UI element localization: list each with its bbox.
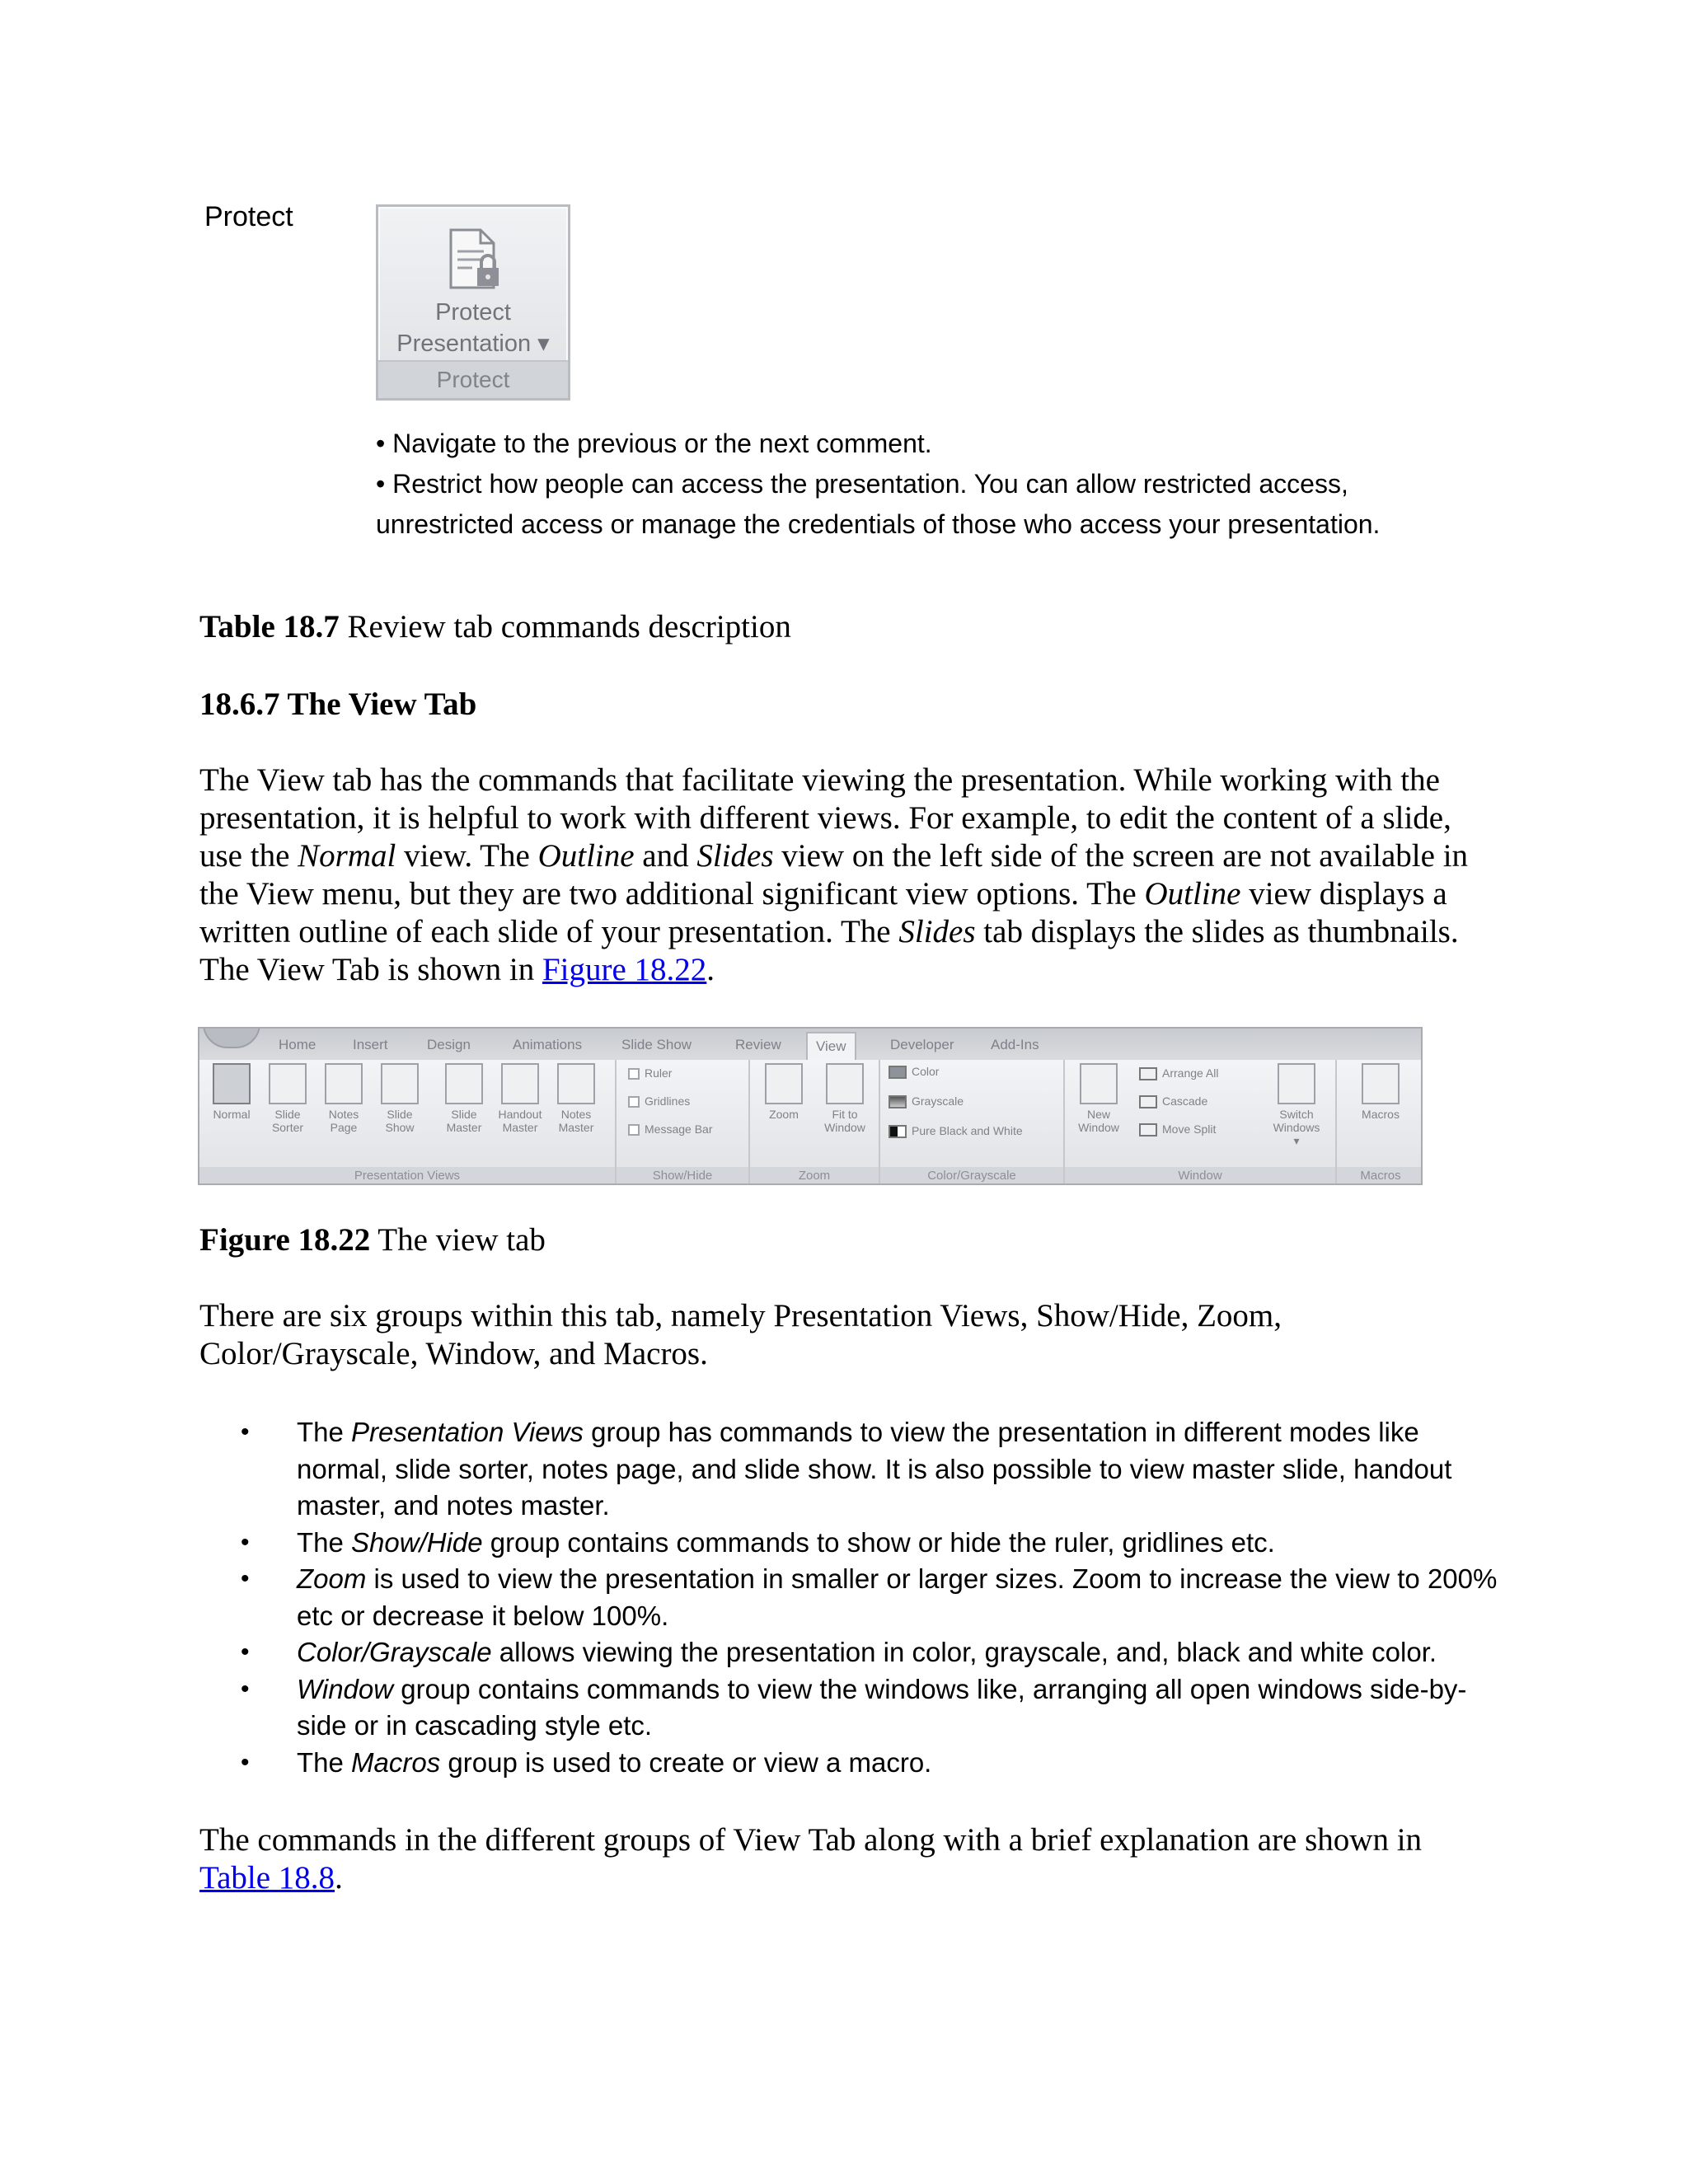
slide-sorter-icon xyxy=(269,1063,307,1104)
para-text: view displays a written outline of each slide of your presentation. The xyxy=(199,876,1447,949)
color-swatch-icon xyxy=(889,1066,907,1079)
fit-to-window-icon xyxy=(826,1063,864,1104)
table-link[interactable]: Table 18.8 xyxy=(199,1860,335,1896)
handout-master-icon xyxy=(501,1063,539,1104)
list-item: • The Presentation Views group has commands to view the presentation in different modes like normal, slide sorter, notes page, and slide show. It is also possible to view master slide, handout master, and notes master. xyxy=(199,1414,1502,1525)
message-bar-checkbox: Message Bar xyxy=(628,1122,712,1136)
para-emphasis: Slides xyxy=(696,838,774,874)
closing-paragraph: The commands in the different groups of View Tab along with a brief explanation are shown in Table 18.8. xyxy=(199,1822,1423,1896)
view-tab-ribbon-figure xyxy=(198,1027,1423,1185)
magnifier-icon xyxy=(765,1063,803,1104)
figure-caption xyxy=(199,1221,546,1259)
group-name: Presentation Views xyxy=(351,1417,584,1447)
checkbox-icon xyxy=(628,1124,640,1136)
group-label: Presentation Views xyxy=(199,1167,615,1185)
group-name: Zoom xyxy=(297,1563,367,1594)
para-emphasis: Outline xyxy=(1144,876,1241,912)
group-name: Show/Hide xyxy=(351,1526,483,1558)
group-name: Color/Grayscale xyxy=(297,1637,492,1667)
slide-master-icon xyxy=(445,1063,483,1104)
slide-master-button: Slide Master xyxy=(438,1063,490,1134)
group-name: Macros xyxy=(351,1746,441,1778)
pure-black-white-option: Pure Black and White xyxy=(889,1124,1023,1138)
arrange-all-icon xyxy=(1139,1067,1157,1080)
notes-page-button: Notes Page xyxy=(318,1063,369,1134)
protect-presentation-button-label-2[interactable]: Presentation ▾ xyxy=(396,330,550,357)
arrange-all-option: Arrange All xyxy=(1139,1066,1218,1080)
office-button-icon xyxy=(203,1027,260,1048)
group-color-grayscale xyxy=(880,1060,1065,1185)
list-item: • The Macros group is used to create or view a macro. xyxy=(199,1745,1502,1782)
para-text: and xyxy=(634,838,697,874)
ribbon-tab-review: Review xyxy=(735,1037,781,1052)
move-split-icon xyxy=(1139,1123,1157,1137)
slide-sorter-button: Slide Sorter xyxy=(262,1063,313,1134)
protect-bullets xyxy=(376,424,1530,545)
normal-view-icon xyxy=(213,1063,251,1104)
list-item: • Window group contains commands to view the windows like, arranging all open windows side-by-side or in cascading style etc. xyxy=(199,1671,1502,1745)
cascade-option: Cascade xyxy=(1139,1094,1207,1108)
para-text: tab displays the slides as thumbnails. The View Tab is shown in xyxy=(199,914,1459,987)
para-emphasis: Slides xyxy=(898,914,976,949)
group-presentation-views xyxy=(199,1060,617,1185)
bullet-glyph: • xyxy=(241,1565,250,1592)
new-window-icon xyxy=(1080,1063,1118,1104)
table-caption-text: Review tab commands description xyxy=(339,609,791,644)
macros-button: Macros xyxy=(1355,1063,1406,1121)
list-item: • The Show/Hide group contains commands to show or hide the ruler, gridlines etc. xyxy=(199,1525,1502,1562)
view-groups-list xyxy=(199,1414,1502,1781)
ruler-checkbox: Ruler xyxy=(628,1066,672,1080)
bullet-glyph: • xyxy=(241,1675,250,1703)
ribbon-tab-developer: Developer xyxy=(890,1037,954,1052)
list-item: • Color/Grayscale allows viewing the presentation in color, grayscale, and, black and white color. xyxy=(199,1634,1502,1671)
zoom-button: Zoom xyxy=(758,1063,809,1121)
notes-master-icon xyxy=(557,1063,595,1104)
figure-caption-text: The view tab xyxy=(370,1222,546,1258)
color-option: Color xyxy=(889,1065,939,1079)
grayscale-option: Grayscale xyxy=(889,1094,964,1108)
grayscale-swatch-icon xyxy=(889,1095,907,1108)
protect-presentation-button-label[interactable]: Protect xyxy=(435,299,511,326)
group-window xyxy=(1065,1060,1337,1185)
protect-bullet: • Navigate to the previous or the next comment. xyxy=(376,429,932,458)
table-caption-label: Table 18.7 xyxy=(199,609,340,644)
group-zoom xyxy=(750,1060,880,1185)
macros-icon xyxy=(1362,1063,1400,1104)
protect-bullet: • Restrict how people can access the presentation. You can allow restricted access, xyxy=(376,469,1348,499)
ribbon-tab-insert: Insert xyxy=(353,1037,388,1052)
group-label: Window xyxy=(1065,1167,1335,1185)
ribbon-tab-view: View xyxy=(806,1032,856,1062)
protect-group-label: Protect xyxy=(378,360,568,398)
cascade-icon xyxy=(1139,1095,1157,1108)
protect-presentation-widget xyxy=(376,204,570,401)
para-text: view on the left side of the screen are not available in the View menu, but they are two additional significant view options. The xyxy=(199,838,1469,912)
list-item: • Zoom is used to view the presentation in smaller or larger sizes. Zoom to increase the view to 200% etc or decrease it below 100%. xyxy=(199,1561,1502,1634)
protect-document-icon xyxy=(448,227,502,291)
view-tab-paragraph xyxy=(199,762,1485,989)
ribbon-tab-home: Home xyxy=(279,1037,316,1052)
ribbon-body xyxy=(199,1060,1421,1185)
switch-windows-icon xyxy=(1278,1063,1315,1104)
slide-show-button: Slide Show xyxy=(374,1063,425,1134)
ribbon-tab-row xyxy=(199,1029,1421,1060)
bullet-glyph: • xyxy=(241,1528,250,1556)
checkbox-checked-icon xyxy=(628,1068,640,1080)
para-text: The View tab has the commands that facilitate viewing the presentation. While working with the presentation, it is helpful to work with different views. For example, to edit the content of a slide, use the xyxy=(199,762,1451,874)
normal-view-button: Normal xyxy=(206,1063,257,1121)
groups-paragraph: There are six groups within this tab, namely Presentation Views, Show/Hide, Zoom, Color/Grayscale, Window, and Macros. xyxy=(199,1298,1282,1371)
group-name: Window xyxy=(297,1673,394,1704)
group-show-hide xyxy=(617,1060,750,1185)
para-emphasis: Outline xyxy=(537,838,635,874)
figure-caption-label: Figure 18.22 xyxy=(199,1222,371,1258)
fit-to-window-button: Fit to Window xyxy=(819,1063,870,1134)
para-text: . xyxy=(706,952,715,987)
para-emphasis: Normal xyxy=(298,838,396,874)
bullet-glyph: • xyxy=(241,1418,250,1446)
group-macros xyxy=(1337,1060,1423,1185)
bullet-glyph: • xyxy=(241,1748,250,1776)
protect-bullet-continuation: unrestricted access or manage the credentials of those who access your presentation. xyxy=(376,509,1381,539)
move-split-option: Move Split xyxy=(1139,1122,1216,1137)
figure-link[interactable]: Figure 18.22 xyxy=(542,952,707,987)
ribbon-tab-design: Design xyxy=(427,1037,471,1052)
switch-windows-button: Switch Windows ▾ xyxy=(1271,1063,1322,1147)
ribbon-tab-add-ins: Add-Ins xyxy=(991,1037,1039,1052)
bullet-glyph: • xyxy=(241,1638,250,1666)
section-heading: 18.6.7 The View Tab xyxy=(199,687,477,722)
group-label: Zoom xyxy=(750,1167,879,1185)
slide-show-icon xyxy=(381,1063,419,1104)
ribbon-tab-animations: Animations xyxy=(513,1037,583,1052)
group-label: Show/Hide xyxy=(617,1167,748,1185)
checkbox-icon xyxy=(628,1096,640,1108)
gridlines-checkbox: Gridlines xyxy=(628,1094,690,1108)
table-caption xyxy=(199,608,791,646)
group-label: Color/Grayscale xyxy=(880,1167,1063,1185)
notes-master-button: Notes Master xyxy=(551,1063,602,1134)
ribbon-tab-slide-show: Slide Show xyxy=(621,1037,692,1052)
black-white-swatch-icon xyxy=(889,1125,907,1138)
handout-master-button: Handout Master xyxy=(495,1063,546,1134)
protect-label: Protect xyxy=(204,201,293,232)
notes-page-icon xyxy=(325,1063,363,1104)
new-window-button: New Window xyxy=(1073,1063,1124,1134)
para-text: view. The xyxy=(396,838,538,874)
group-label: Macros xyxy=(1337,1167,1423,1185)
